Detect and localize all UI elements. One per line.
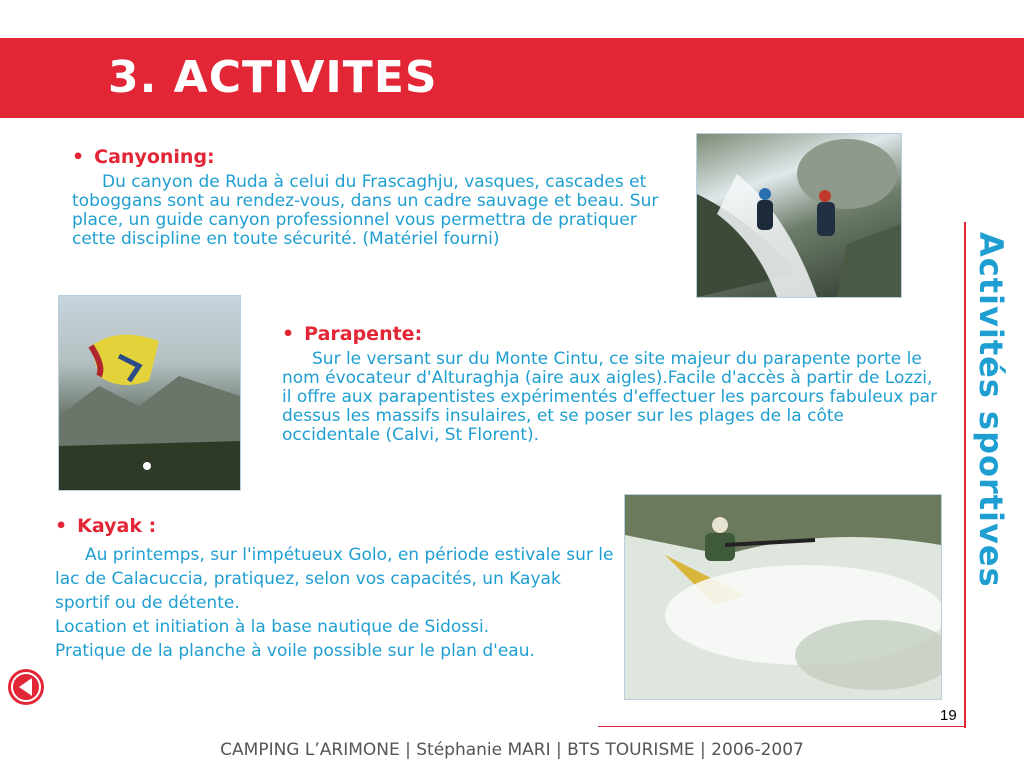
horizontal-divider	[598, 726, 966, 727]
kayak-illustration	[625, 495, 941, 699]
parapente-heading-label: Parapente:	[304, 323, 423, 345]
kayak-text-line2: Location et initiation à la base nautique de Sidossi.	[55, 617, 490, 637]
page-number: 19	[940, 707, 957, 724]
parapente-text-body: Sur le versant sur du Monte Cintu, ce site majeur du parapente porte le nom évocateur d'Alturaghja (aire aux aigles).Facile d'accès à partir de Lozzi, il offre aux parapentistes expérimentés d'effectuer les parcours fabuleux par dessus les massifs insulaires, et se poser sur les plages de la côte occidentale (Calvi, St Florent).	[282, 349, 938, 445]
parapente-illustration	[59, 296, 240, 490]
canyoning-illustration	[697, 134, 901, 297]
canyoning-text	[72, 173, 672, 249]
kayak-text-body: Au printemps, sur l'impétueux Golo, en période estivale sur le lac de Calacuccia, pratiquez, selon vos capacités, un Kayak sportif ou de détente.	[55, 545, 614, 613]
parapente-heading	[282, 322, 942, 346]
page-title: 3. ACTIVITES	[108, 52, 438, 103]
kayak-heading	[55, 513, 615, 539]
kayak-section	[55, 513, 615, 663]
canyoning-photo	[696, 133, 902, 298]
canyoning-heading-label: Canyoning:	[94, 146, 215, 168]
kayak-photo	[624, 494, 942, 700]
vertical-divider	[964, 222, 966, 728]
parapente-text	[282, 350, 942, 445]
back-arrow-icon	[19, 678, 32, 696]
bullet-icon: •	[72, 146, 85, 168]
parapente-photo	[58, 295, 241, 491]
back-button[interactable]	[8, 669, 44, 705]
canyoning-section	[72, 145, 672, 249]
side-title: Activités sportives	[972, 232, 1010, 588]
footer: CAMPING L’ARIMONE | Stéphanie MARI | BTS TOURISME | 2006-2007	[220, 740, 804, 760]
canyoning-text-body: Du canyon de Ruda à celui du Frascaghju, vasques, cascades et toboggans sont au rendez-vous, dans un cadre sauvage et beau. Sur place, un guide canyon professionnel vous permettra de pratiquer cette discipline en toute sécurité. (Matériel fourni)	[72, 172, 659, 249]
kayak-text	[55, 543, 615, 615]
bullet-icon: •	[282, 323, 295, 345]
canyoning-heading	[72, 145, 672, 169]
kayak-heading-label: Kayak :	[77, 515, 157, 537]
bullet-icon: •	[55, 515, 68, 537]
kayak-text-line3: Pratique de la planche à voile possible sur le plan d'eau.	[55, 641, 535, 661]
parapente-section	[282, 322, 942, 445]
